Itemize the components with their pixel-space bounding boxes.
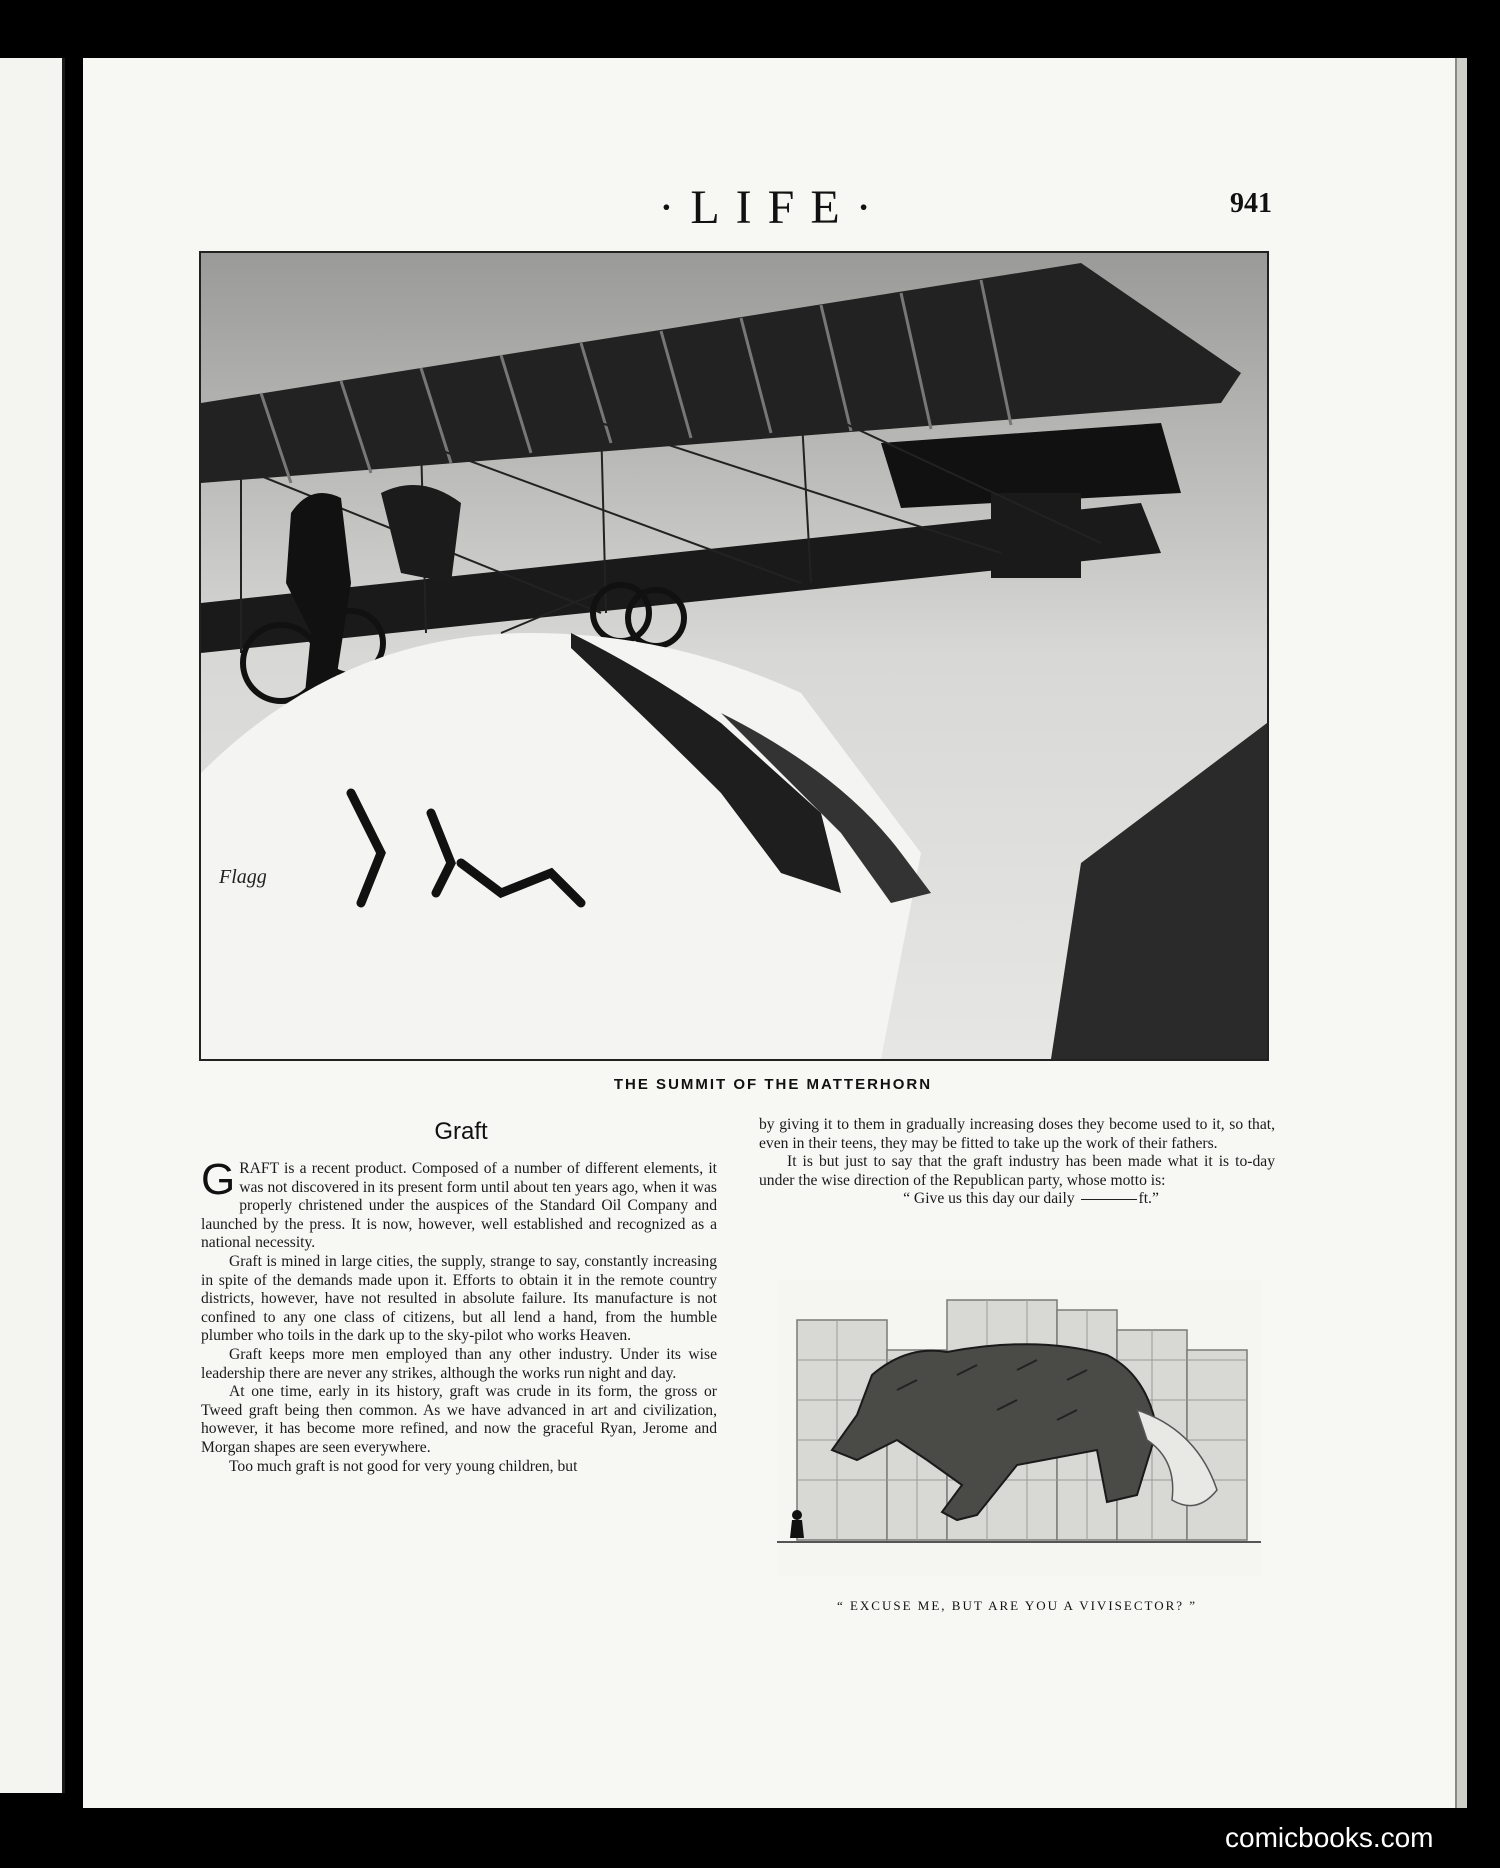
article-right-column — [759, 1116, 1275, 1209]
paragraph: Graft keeps more men employed than any other industry. Under its wise leadership there are never any strikes, although the works run night and day. — [201, 1345, 717, 1382]
biplane-drawing — [201, 253, 1267, 1059]
dog-cartoon — [777, 1280, 1261, 1576]
paragraph: Graft is mined in large cities, the supply, strange to say, constantly increasing in spite of the demands made upon it. Efforts to obtain it in the remote country districts, however, have not resulted in absolute failure. Its manufacture is not confined to any one class of citizens, but all lend a hand, from the humble plumber who toils in the dark up to the sky-pilot who works Heaven. — [201, 1252, 717, 1345]
paragraph: At one time, early in its history, graft was crude in its form, the gross or Tweed graft being then common. As we have advanced in art and civilization, however, it has become more refined, and now the graceful Ryan, Jerome and Morgan shapes are seen everywhere. — [201, 1383, 717, 1456]
cartoon-caption: “ EXCUSE ME, BUT ARE YOU A VIVISECTOR? ” — [836, 1598, 1198, 1613]
paragraph: It is but just to say that the graft industry has been made what it is to-day under the wise direction of the Republican party, whose motto is: — [759, 1153, 1275, 1189]
paragraph: Too much graft is not good for very young children, but — [229, 1457, 578, 1475]
paragraph: GRAFT is a recent product. Composed of a number of different elements, it was not discovered in its present form until about ten years ago, when it was properly christened under the auspices of the Standard Oil Company and launched by the press. It is now, however, well established and recognized as a national necessity. — [201, 1155, 717, 1252]
dog-drawing — [777, 1280, 1261, 1576]
article-title: Graft — [434, 1118, 488, 1145]
masthead: ·LIFE· — [658, 181, 888, 234]
drop-cap: G — [201, 1155, 236, 1204]
dash-line — [1081, 1199, 1137, 1200]
artist-signature: Flagg — [219, 866, 267, 888]
paragraph: by giving it to them in gradually increasing doses they become used to it, so that, even in their teens, they may be fitted to take up the work of their fathers. — [759, 1116, 1275, 1152]
page-edge — [1455, 58, 1467, 1808]
left-page-edge — [0, 58, 65, 1793]
matterhorn-illustration — [199, 251, 1269, 1061]
article-left-column — [201, 1155, 717, 1476]
party-motto: “ Give us this day our daily ft.” — [903, 1190, 1159, 1208]
watermark: comicbooks.com — [1225, 1822, 1434, 1853]
illustration-caption: THE SUMMIT OF THE MATTERHORN — [613, 1076, 933, 1093]
page-number: 941 — [1230, 188, 1272, 219]
